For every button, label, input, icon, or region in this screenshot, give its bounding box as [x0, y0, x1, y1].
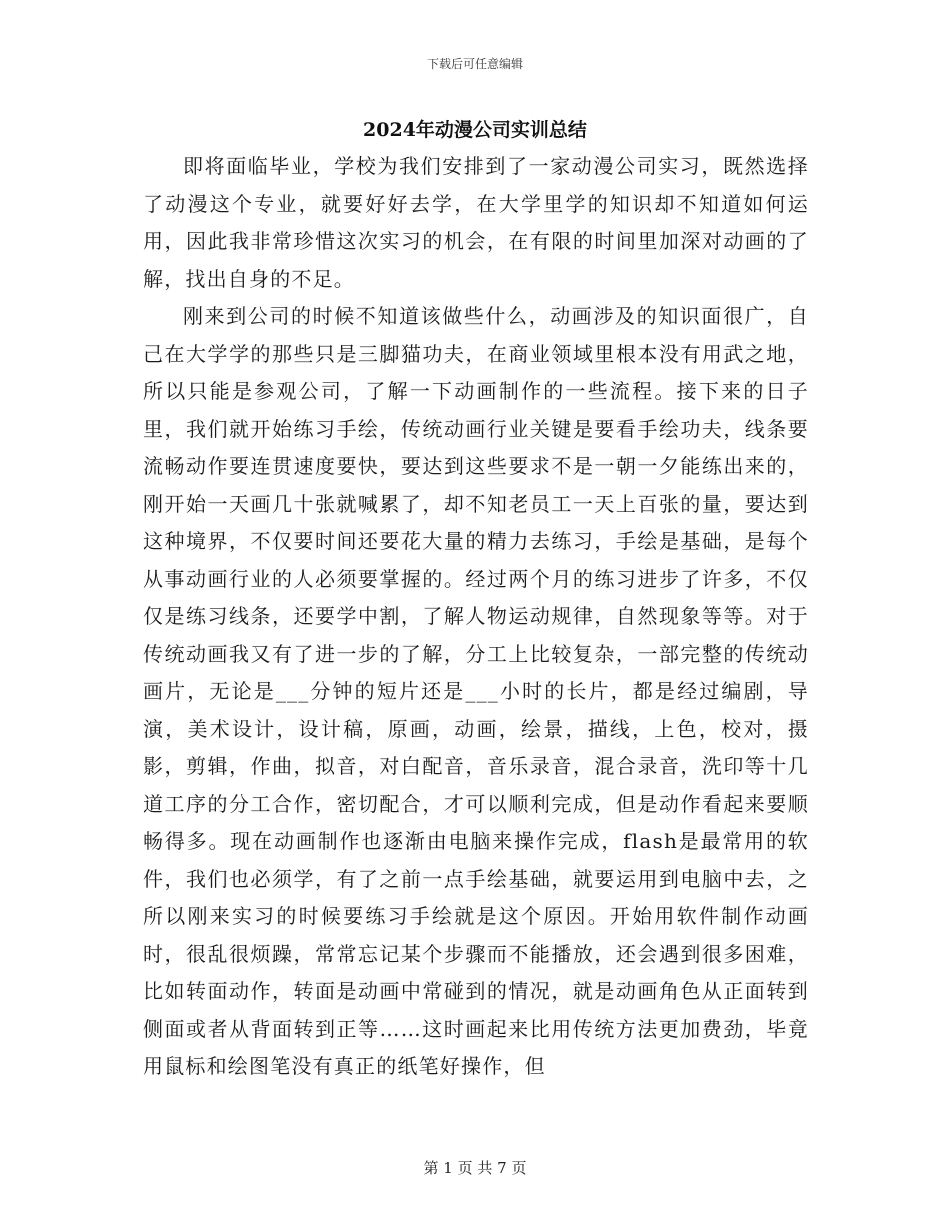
document-title: 2024年动漫公司实训总结 — [363, 119, 587, 141]
document-body — [143, 148, 809, 1086]
page-header-note: 下载后可任意编辑 — [426, 57, 523, 71]
page-number: 第 1 页 共 7 页 — [423, 1159, 527, 1177]
paragraph-1: 即将面临毕业，学校为我们安排到了一家动漫公司实习，既然选择了动漫这个专业，就要好好去学，在大学里学的知识却不知道如何运用，因此我非常珍惜这次实习的机会，在有限的时间里加深对动画的了解，找出自身的不足。 — [143, 154, 809, 291]
paragraph-2: 刚来到公司的时候不知道该做些什么，动画涉及的知识面很广，自己在大学学的那些只是三脚猫功夫，在商业领域里根本没有用武之地，所以只能是参观公司，了解一下动画制作的一些流程。接下来的日子里，我们就开始练习手绘，传统动画行业关键是要看手绘功夫，线条要流畅动作要连贯速度要快，要达到这些要求不是一朝一夕能练出来的，刚开始一天画几十张就喊累了，却不知老员工一天上百张的量，要达到这种境界，不仅要时间还要花大量的精力去练习，手绘是基础，是每个从事动画行业的人必须要掌握的。经过两个月的练习进步了许多，不仅仅是练习线条，还要学中割，了解人物运动规律，自然现象等等。对于传统动画我又有了进一步的了解，分工上比较复杂，一部完整的传统动画片，无论是___分钟的短片还是___小时的长片，都是经过编剧，导演，美术设计，设计稿，原画，动画，绘景，描线，上色，校对，摄影，剪辑，作曲，拟音，对白配音，音乐录音，混合录音，洗印等十几道工序的分工合作，密切配合，才可以顺利完成，但是动作看起来要顺畅得多。现在动画制作也逐渐由电脑来操作完成，flash是最常用的软件，我们也必须学，有了之前一点手绘基础，就要运用到电脑中去，之所以刚来实习的时候要练习手绘就是这个原因。开始用软件制作动画时，很乱很烦躁，常常忘记某个步骤而不能播放，还会遇到很多困难，比如转面动作，转面是动画中常碰到的情况，就是动画角色从正面转到侧面或者从背面转到正等……这时画起来比用传统方法更加费劲，毕竟用鼠标和绘图笔没有真正的纸笔好操作，但 — [143, 304, 809, 1078]
